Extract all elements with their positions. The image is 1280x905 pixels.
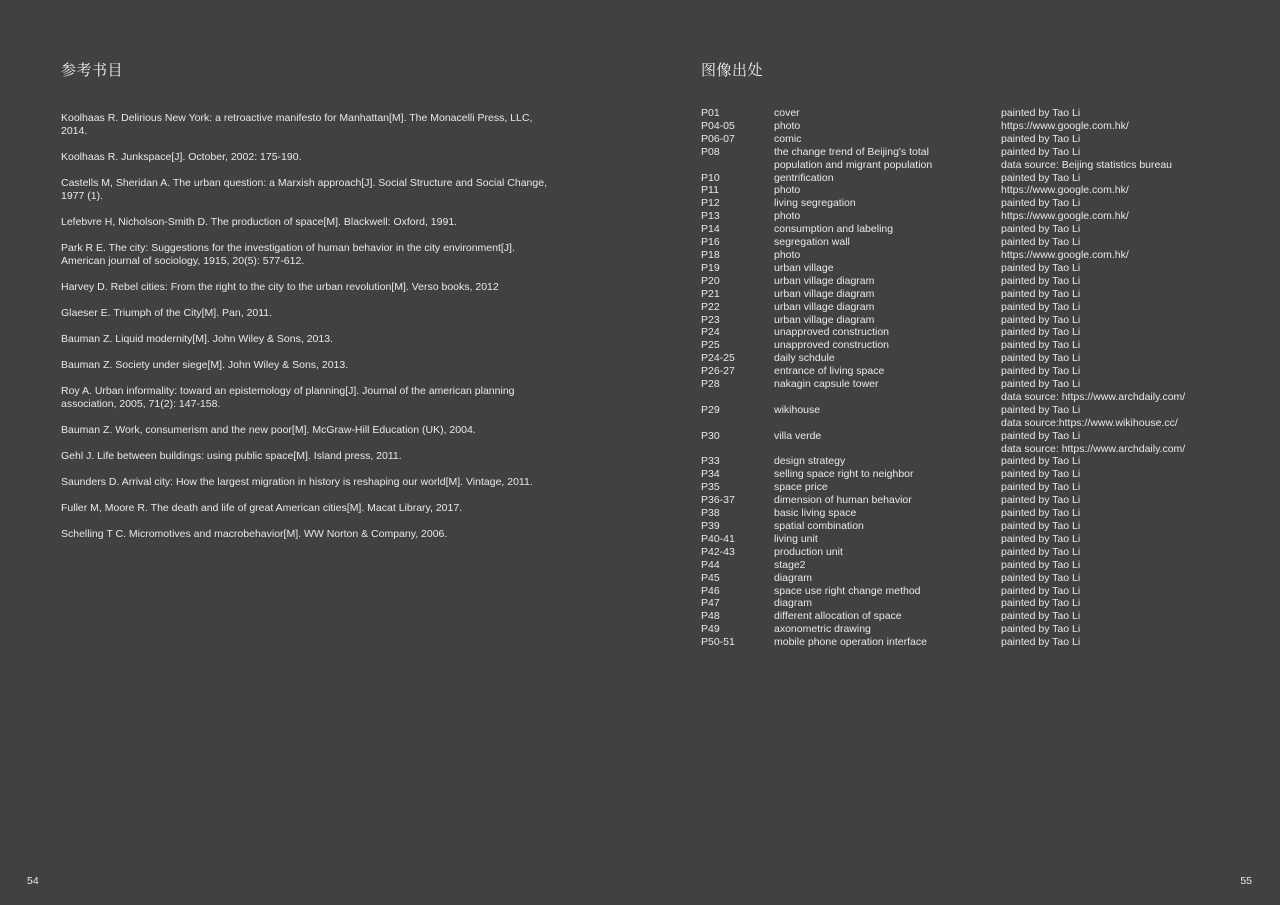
credit-source: data source: Beijing statistics bureau xyxy=(1001,158,1173,171)
credit-page-ref: P12 xyxy=(701,197,720,210)
credit-row xyxy=(701,236,1201,249)
credit-source: painted by Tao Li xyxy=(1001,558,1081,571)
credit-source: painted by Tao Li xyxy=(1001,481,1081,494)
credit-description: urban village diagram xyxy=(774,287,875,300)
credit-row xyxy=(701,339,1201,352)
credit-source: painted by Tao Li xyxy=(1001,287,1081,300)
reference-item: Fuller M, Moore R. The death and life of great American cities[M]. Macat Library, 2017. xyxy=(61,502,463,514)
credit-page-ref: P38 xyxy=(701,507,720,520)
credit-description: urban village diagram xyxy=(774,300,875,313)
credit-page-ref xyxy=(701,417,774,430)
credit-row xyxy=(701,352,1201,365)
credit-row xyxy=(701,417,1201,430)
reference-item: Bauman Z. Work, consumerism and the new poor[M]. McGraw-Hill Education (UK), 2004. xyxy=(61,424,476,436)
credit-description: production unit xyxy=(774,545,843,558)
credit-page-ref: P10 xyxy=(701,171,720,184)
credit-page-ref: P04-05 xyxy=(701,119,735,132)
image-credits-heading: 图像出处 xyxy=(701,61,764,79)
credit-row xyxy=(701,301,1201,314)
credit-description: population and migrant population xyxy=(774,158,933,171)
credit-row xyxy=(701,172,1201,185)
credit-description: photo xyxy=(774,248,801,261)
credit-row xyxy=(701,378,1201,391)
credit-page-ref: P23 xyxy=(701,313,720,326)
reference-item: Koolhaas R. Delirious New York: a retroactive manifesto for Manhattan[M]. The Monacelli Press, LLC, 2014. xyxy=(61,112,533,137)
credit-source: https://www.google.com.hk/ xyxy=(1001,210,1129,223)
credit-row xyxy=(701,249,1201,262)
credit-row xyxy=(701,288,1201,301)
credit-page-ref: P13 xyxy=(701,210,720,223)
credit-page-ref: P14 xyxy=(701,223,720,236)
credit-page-ref: P21 xyxy=(701,287,720,300)
credit-row xyxy=(701,391,1201,404)
credit-row xyxy=(701,546,1201,559)
credit-source: painted by Tao Li xyxy=(1001,520,1081,532)
credit-source: painted by Tao Li xyxy=(1001,623,1081,636)
reference-item: Park R E. The city: Suggestions for the investigation of human behavior in the city environment[J]. American journal of sociology, 1915, 20(5): 577-612. xyxy=(61,242,515,267)
credit-description: photo xyxy=(774,184,801,197)
credit-row xyxy=(701,107,1201,120)
credit-row xyxy=(701,481,1201,494)
credit-page-ref: P11 xyxy=(701,184,719,197)
credit-page-ref: P49 xyxy=(701,623,720,636)
credit-row xyxy=(701,184,1201,197)
credit-description: daily schdule xyxy=(774,352,835,365)
credit-page-ref: P39 xyxy=(701,520,720,532)
credit-source: painted by Tao Li xyxy=(1001,365,1081,378)
credit-row xyxy=(701,223,1201,236)
credit-description: photo xyxy=(774,210,801,223)
credit-source: painted by Tao Li xyxy=(1001,223,1081,236)
credit-page-ref: P18 xyxy=(701,248,720,261)
credit-description xyxy=(774,391,1001,404)
reference-item: Glaeser E. Triumph of the City[M]. Pan, 2011. xyxy=(61,307,273,319)
credit-description: living unit xyxy=(774,532,818,545)
credit-page-ref: P47 xyxy=(701,597,720,610)
credit-row xyxy=(701,404,1201,417)
credit-row xyxy=(701,597,1201,610)
credit-source: https://www.google.com.hk/ xyxy=(1001,184,1129,197)
credit-source: painted by Tao Li xyxy=(1001,455,1081,468)
reference-list xyxy=(61,112,561,554)
credit-row xyxy=(701,365,1201,378)
credit-row xyxy=(701,133,1201,146)
reference-item: Roy A. Urban informality: toward an epistemology of planning[J]. Journal of the american planning association, 2005, 71(2): 147-158. xyxy=(61,385,515,410)
credit-page-ref: P35 xyxy=(701,481,720,494)
credit-row xyxy=(701,159,1201,172)
reference-item: Castells M, Sheridan A. The urban question: a Marxish approach[J]. Social Structure and Social Change, 1977 (1). xyxy=(61,177,547,202)
credit-source: data source: https://www.archdaily.com/ xyxy=(1001,442,1186,455)
credit-page-ref: P16 xyxy=(701,236,720,249)
credit-source: painted by Tao Li xyxy=(1001,494,1081,507)
credit-description: photo xyxy=(774,119,801,132)
credit-row xyxy=(701,494,1201,507)
credit-page-ref: P42-43 xyxy=(701,545,735,558)
credit-source: painted by Tao Li xyxy=(1001,545,1081,558)
credit-page-ref: P34 xyxy=(701,468,720,481)
credit-source: painted by Tao Li xyxy=(1001,403,1081,416)
credit-page-ref: P24-25 xyxy=(701,352,735,365)
credit-source: painted by Tao Li xyxy=(1001,610,1081,623)
credit-description xyxy=(774,443,1001,456)
credit-description: basic living space xyxy=(774,507,857,520)
credit-page-ref xyxy=(701,443,774,456)
credit-row xyxy=(701,430,1201,443)
credit-source: painted by Tao Li xyxy=(1001,236,1081,249)
credit-source: painted by Tao Li xyxy=(1001,636,1081,649)
credit-page-ref xyxy=(701,391,774,404)
credit-page-ref: P08 xyxy=(701,145,720,158)
credit-page-ref: P40-41 xyxy=(701,532,735,545)
credit-source: https://www.google.com.hk/ xyxy=(1001,248,1129,261)
credit-source: painted by Tao Li xyxy=(1001,171,1081,184)
credit-page-ref: P30 xyxy=(701,429,720,442)
reference-item: Lefebvre H, Nicholson-Smith D. The production of space[M]. Blackwell: Oxford, 1991. xyxy=(61,216,458,228)
credit-row xyxy=(701,559,1201,572)
credit-description: different allocation of space xyxy=(774,610,902,623)
reference-item: Bauman Z. Society under siege[M]. John Wiley & Sons, 2013. xyxy=(61,359,349,371)
credit-row xyxy=(701,520,1201,533)
credit-row xyxy=(701,507,1201,520)
credit-description: axonometric drawing xyxy=(774,623,871,636)
page-number-right: 55 xyxy=(1240,875,1252,887)
credit-description: space use right change method xyxy=(774,584,921,597)
credit-row xyxy=(701,443,1201,456)
references-heading: 参考书目 xyxy=(61,61,124,79)
credit-description: wikihouse xyxy=(774,403,821,416)
credit-source: data source: https://www.archdaily.com/ xyxy=(1001,390,1186,403)
credit-description: unapproved construction xyxy=(774,339,889,352)
reference-item: Koolhaas R. Junkspace[J]. October, 2002: 175-190. xyxy=(61,151,302,163)
credit-description: stage2 xyxy=(774,558,806,571)
credit-description: segregation wall xyxy=(774,236,850,249)
credit-page-ref: P26-27 xyxy=(701,365,735,378)
credit-description: nakagin capsule tower xyxy=(774,378,879,391)
credit-row xyxy=(701,326,1201,339)
credit-page-ref: P36-37 xyxy=(701,494,735,507)
reference-item: Saunders D. Arrival city: How the largest migration in history is reshaping our world[M]. Vintage, 2011. xyxy=(61,476,533,488)
credit-description: entrance of living space xyxy=(774,365,885,378)
credit-source: painted by Tao Li xyxy=(1001,145,1081,158)
credit-row xyxy=(701,468,1201,481)
credit-description: mobile phone operation interface xyxy=(774,636,927,649)
credit-description: diagram xyxy=(774,597,812,610)
credit-source: painted by Tao Li xyxy=(1001,326,1081,339)
credit-page-ref xyxy=(701,159,774,172)
credit-description: selling space right to neighbor xyxy=(774,468,914,481)
credit-description: consumption and labeling xyxy=(774,223,894,236)
credit-description: villa verde xyxy=(774,429,822,442)
credit-row xyxy=(701,146,1201,159)
credit-source: painted by Tao Li xyxy=(1001,429,1081,442)
credit-description: dimension of human behavior xyxy=(774,494,912,507)
credit-row xyxy=(701,585,1201,598)
credit-description: comic xyxy=(774,132,802,145)
credit-row xyxy=(701,262,1201,275)
credit-page-ref: P33 xyxy=(701,455,720,468)
credit-description: gentrification xyxy=(774,171,834,184)
credit-source: painted by Tao Li xyxy=(1001,107,1081,119)
credit-source: painted by Tao Li xyxy=(1001,339,1081,352)
reference-item: Schelling T C. Micromotives and macrobehavior[M]. WW Norton & Company, 2006. xyxy=(61,528,448,540)
credit-page-ref: P24 xyxy=(701,326,720,339)
credit-page-ref: P22 xyxy=(701,300,720,313)
credit-row xyxy=(701,623,1201,636)
credit-description: cover xyxy=(774,107,800,119)
credit-description: the change trend of Beijing's total xyxy=(774,145,929,158)
credit-source: https://www.google.com.hk/ xyxy=(1001,119,1129,132)
credit-description: diagram xyxy=(774,571,812,584)
credit-page-ref: P29 xyxy=(701,403,720,416)
credit-page-ref: P48 xyxy=(701,610,720,623)
credit-source: painted by Tao Li xyxy=(1001,300,1081,313)
credit-page-ref: P45 xyxy=(701,571,720,584)
credit-source: painted by Tao Li xyxy=(1001,597,1081,610)
credit-description: urban village diagram xyxy=(774,313,875,326)
credit-page-ref: P01 xyxy=(701,107,720,119)
credit-source: painted by Tao Li xyxy=(1001,274,1081,287)
credit-page-ref: P44 xyxy=(701,558,720,571)
credit-source: painted by Tao Li xyxy=(1001,532,1081,545)
credit-page-ref: P25 xyxy=(701,339,720,352)
image-credits-table xyxy=(701,107,1201,649)
credit-page-ref: P46 xyxy=(701,584,720,597)
credit-description xyxy=(774,417,1001,430)
page-number-left: 54 xyxy=(27,875,39,887)
credit-source: painted by Tao Li xyxy=(1001,378,1081,391)
credit-description: urban village diagram xyxy=(774,274,875,287)
credit-row xyxy=(701,533,1201,546)
credit-page-ref: P06-07 xyxy=(701,132,735,145)
credit-source: painted by Tao Li xyxy=(1001,584,1081,597)
credit-source: painted by Tao Li xyxy=(1001,261,1081,274)
credit-source: data source:https://www.wikihouse.cc/ xyxy=(1001,416,1178,429)
credit-source: painted by Tao Li xyxy=(1001,132,1081,145)
credit-row xyxy=(701,610,1201,623)
credit-source: painted by Tao Li xyxy=(1001,507,1081,520)
reference-item: Harvey D. Rebel cities: From the right to the city to the urban revolution[M]. Verso books, 2012 xyxy=(61,281,499,293)
credit-description: living segregation xyxy=(774,197,856,210)
credit-source: painted by Tao Li xyxy=(1001,197,1081,210)
credit-row xyxy=(701,275,1201,288)
credit-row xyxy=(701,636,1201,649)
credit-row xyxy=(701,314,1201,327)
credit-row xyxy=(701,455,1201,468)
credit-source: painted by Tao Li xyxy=(1001,352,1081,365)
credit-row xyxy=(701,120,1201,133)
credit-description: unapproved construction xyxy=(774,326,889,339)
credit-row xyxy=(701,572,1201,585)
credit-description: urban village xyxy=(774,261,834,274)
credit-description: design strategy xyxy=(774,455,846,468)
credit-page-ref: P28 xyxy=(701,378,720,391)
credit-row xyxy=(701,210,1201,223)
credit-source: painted by Tao Li xyxy=(1001,571,1081,584)
right-page xyxy=(640,0,1280,905)
credit-source: painted by Tao Li xyxy=(1001,468,1081,481)
credit-source: painted by Tao Li xyxy=(1001,313,1081,326)
credit-description: space price xyxy=(774,481,828,494)
credit-row xyxy=(701,197,1201,210)
reference-item: Bauman Z. Liquid modernity[M]. John Wiley & Sons, 2013. xyxy=(61,333,333,345)
reference-item: Gehl J. Life between buildings: using public space[M]. Island press, 2011. xyxy=(61,450,402,462)
credit-page-ref: P50-51 xyxy=(701,636,735,649)
credit-page-ref: P19 xyxy=(701,261,720,274)
credit-page-ref: P20 xyxy=(701,274,720,287)
credit-description: spatial combination xyxy=(774,520,864,532)
